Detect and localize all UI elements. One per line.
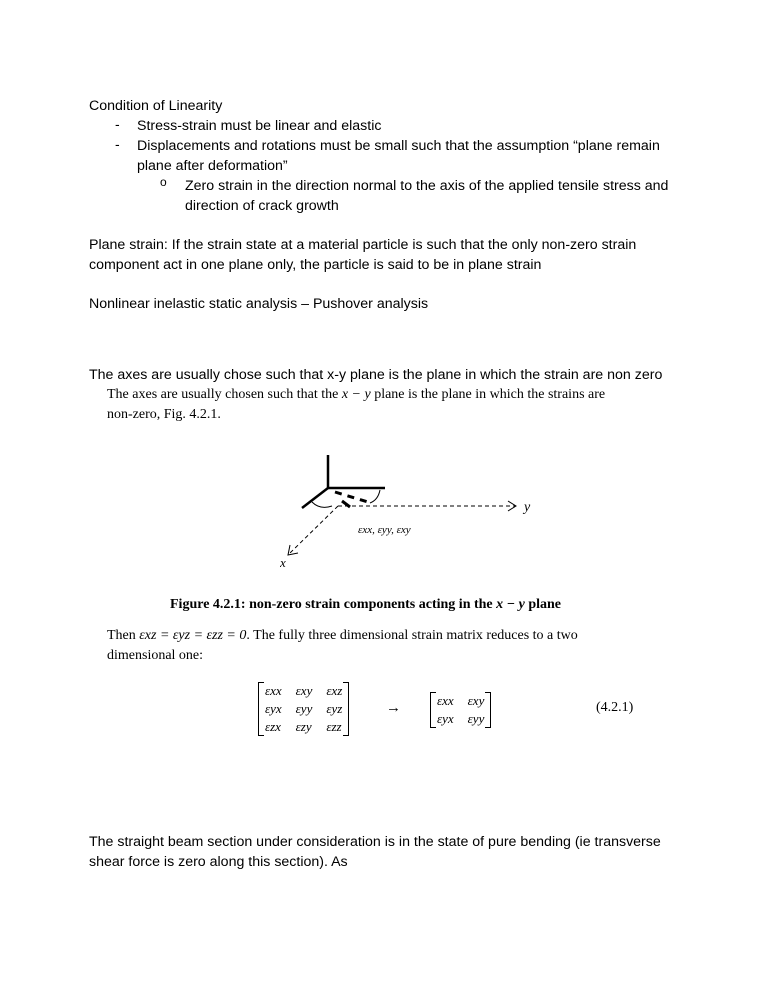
strain-components-label: εxx, εyy, εxy	[358, 524, 411, 536]
sub-bullet-zero-strain-line1: Zero strain in the direction normal to the axis of the applied tensile stress and	[185, 178, 669, 194]
math-x-y: x − y	[496, 597, 525, 612]
zero-strain-equation: εxz = εyz = εzz = 0	[139, 628, 247, 643]
beam-line1: The straight beam section under consideration is in the state of pure bending (ie transverse	[89, 834, 661, 850]
caption-text: plane	[528, 597, 562, 612]
bullet-displacements-line1: Displacements and rotations must be small such that the assumption “plane remain	[137, 138, 660, 154]
then-text: Then	[107, 628, 136, 643]
axes-note-text: The axes are usually chose such that x-y plane is the plane in which the strain are non zero	[89, 367, 663, 383]
excerpt-line2: non-zero, Fig. 4.2.1.	[107, 407, 221, 422]
then-text: . The fully three dimensional strain matrix reduces to a two	[246, 628, 578, 643]
axis-y-label: y	[524, 500, 531, 515]
excerpt-text: plane is the plane in which the strains are	[374, 387, 606, 402]
nonlinear-analysis-text: Nonlinear inelastic static analysis – Pushover analysis	[89, 296, 429, 312]
bullet-stress-strain: Stress-strain must be linear and elastic	[137, 118, 382, 134]
figure-caption	[170, 595, 561, 615]
then-line1	[107, 626, 578, 646]
caption-text: Figure 4.2.1: non-zero strain components acting in the	[170, 597, 493, 612]
math-x-y: x − y	[341, 387, 371, 402]
sub-bullet-marker: o	[160, 175, 167, 189]
arrow-symbol: →	[386, 700, 401, 716]
strain-matrix-2x2: εxx εxy εyx εyy	[430, 692, 491, 728]
heading-condition-of-linearity: Condition of Linearity	[89, 98, 223, 114]
bullet-marker: -	[115, 116, 120, 132]
plane-strain-line1: Plane strain: If the strain state at a material particle is such that the only non-zero strain	[89, 237, 637, 253]
sub-bullet-zero-strain-line2: direction of crack growth	[185, 198, 339, 214]
excerpt-text: The axes are usually chosen such that the	[107, 387, 339, 402]
bullet-displacements-line2: plane after deformation”	[137, 158, 288, 174]
equation-number: (4.2.1)	[596, 700, 634, 715]
bullet-marker: -	[115, 136, 120, 152]
strain-matrix-3x3: εxx εxy εxz εyx εyy εyz εzx εzy εzz	[258, 682, 349, 736]
axis-x-label: x	[280, 555, 286, 570]
strain-axes-figure	[280, 445, 540, 570]
excerpt-line1	[107, 385, 605, 405]
beam-line2: shear force is zero along this section). As	[89, 854, 348, 870]
then-line2: dimensional one:	[107, 648, 204, 663]
plane-strain-line2: component act in one plane only, the particle is said to be in plane strain	[89, 257, 542, 273]
